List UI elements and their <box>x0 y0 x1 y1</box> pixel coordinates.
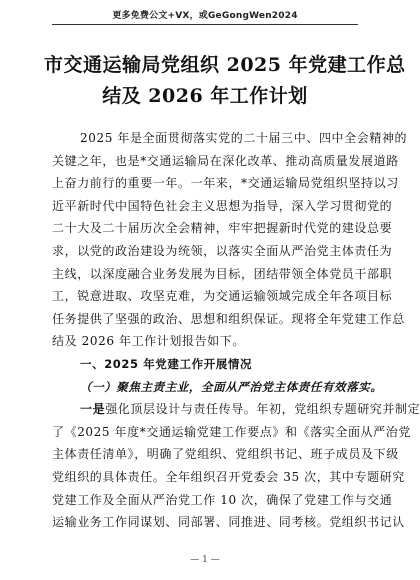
intro-line: 工，锐意进取、攻坚克难，为交通运输领域完成全年各项目标 <box>52 289 393 304</box>
header-divider <box>52 24 358 25</box>
intro-line: 2025 年是全面贯彻落实党的二十届三中、四中全会精神的 <box>80 131 408 145</box>
section-heading: 一、2025 年党建工作开展情况 <box>80 356 253 371</box>
paragraph-line: 党建工作及全面从严治党工作 10 次，确保了党建工作与交通 <box>52 492 393 507</box>
intro-line: 上奋力前行的重要一年。一年来，*交通运输局党组织坚持以习 <box>52 176 399 191</box>
intro-line: 近平新时代中国特色社会主义思想为指导，深入学习贯彻党的 <box>52 198 393 213</box>
document-body <box>52 127 420 534</box>
paragraph-line: 运输业务工作同谋划、同部署、同推进、同考核。党组织书记认 <box>52 515 405 530</box>
document-title <box>44 50 406 112</box>
paragraph-text: 强化顶层设计与责任传导。年初，党组织专题研究并制定 <box>105 402 420 417</box>
header-banner: 更多免费公文+VX，或GeGongWen2024 <box>112 11 298 21</box>
paragraph-line: 党组织的具体责任。全年组织召开党委会 35 次，其中专题研究 <box>52 469 405 484</box>
intro-line: 结及 2026 年工作计划报告如下。 <box>52 334 245 349</box>
subsection-heading: （一）聚焦主责主业，全面从严治党主体责任有效落实。 <box>80 379 383 394</box>
paragraph-line <box>52 398 420 421</box>
intro-line: 二十大及二十届历次全会精神，牢牢把握新时代党的建设总要 <box>52 221 393 236</box>
intro-line: 关键之年，也是*交通运输局在深化改革、推动高质量发展道路 <box>52 153 399 168</box>
intro-line: 求，以党的政治建设为统领，以落实全面从严治党主体责任为 <box>52 243 393 258</box>
intro-line: 主线，以深度融合业务发展为目标，团结带领全体党员干部职 <box>52 266 393 281</box>
paragraph-lead: 一是 <box>80 402 106 417</box>
title-line-2: 结及 2026 年工作计划 <box>102 85 308 107</box>
page-number: — 1 — <box>190 555 220 565</box>
paragraph-line: 了《2025 年度*交通运输党建工作要点》和《落实全面从严治党 <box>52 424 411 439</box>
paragraph-line: 主体责任清单》，明确了党组织、党组织书记、班子成员及下级 <box>52 447 399 462</box>
title-line-1: 市交通运输局党组织 2025 年党建工作总 <box>44 54 406 76</box>
intro-line: 任务提供了坚强的政治、思想和组织保证。现将全年党建工作总 <box>52 311 405 326</box>
